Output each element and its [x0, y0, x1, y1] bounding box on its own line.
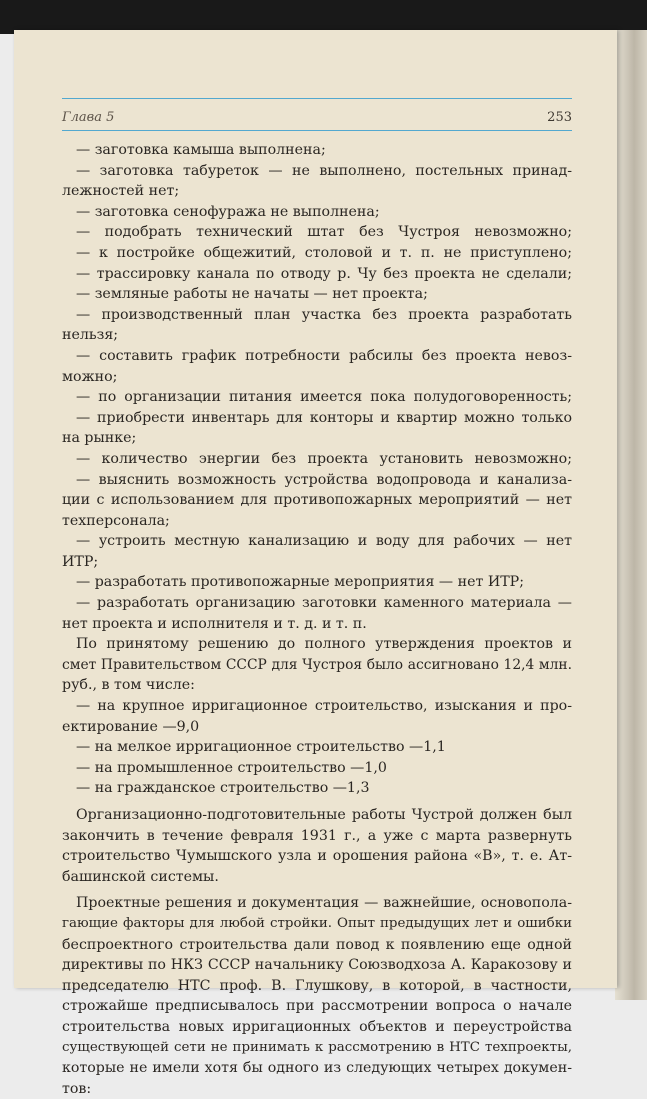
scan-dark-border: [0, 0, 647, 34]
text-line: смет Правительством СССР для Чустроя было ассигновано 12,4 млн.: [62, 656, 572, 673]
text-line: которые не имели хотя бы одного из следующих четырех докумен-: [62, 1060, 572, 1077]
text-line: нельзя;: [62, 327, 119, 344]
text-line: тов:: [62, 1080, 92, 1097]
text-line: — производственный план участка без проекта разработать: [76, 306, 572, 323]
text-line: — на гражданское строительство —1,3: [76, 780, 370, 797]
text-line: — к постройке общежитий, столовой и т. п. не приступлено;: [76, 244, 572, 261]
text-line: — количество энергии без проекта установить невозможно;: [76, 450, 572, 467]
text-line: беспроектного строительства дали повод к появлению еще одной: [62, 936, 572, 953]
text-line: техперсонала;: [62, 512, 170, 529]
text-line: — разработать организацию заготовки каменного материала —: [76, 595, 572, 612]
body-text: [62, 140, 572, 1099]
text-line: — трассировку канала по отводу р. Чу без проекта не сделали;: [76, 265, 572, 282]
header-rule-top: [62, 98, 572, 99]
text-line: нет проекта и исполнителя и т. д. и т. п.: [62, 615, 367, 632]
book-page: [14, 30, 617, 1097]
text-line: — земляные работы не начаты — нет проекта;: [76, 286, 428, 303]
text-line: — на промышленное строительство —1,0: [76, 759, 387, 776]
text-line: ИТР;: [62, 553, 99, 570]
text-line: — составить график потребности рабсилы без проекта невоз-: [76, 347, 572, 364]
text-line: — заготовка камыша выполнена;: [76, 142, 326, 158]
text-line: — на мелкое ирригационное строительство —1,1: [76, 739, 446, 756]
header-rule-bottom: [62, 130, 572, 131]
running-head: Глава 5: [62, 110, 115, 125]
text-line: ектирование —9,0: [62, 718, 200, 735]
text-line: лежностей нет;: [62, 183, 180, 200]
text-line: — приобрести инвентарь для конторы и квартир можно только: [76, 409, 572, 426]
text-line: — выяснить возможность устройства водопровода и канализа-: [76, 471, 572, 488]
text-line: руб., в том числе:: [62, 677, 195, 694]
text-line: можно;: [62, 368, 118, 385]
text-line: Проектные решения и документация — важнейшие, основопола-: [76, 895, 572, 912]
text-line: — подобрать технический штат без Чустроя невозможно;: [76, 224, 572, 241]
text-line: башинской системы.: [62, 868, 219, 885]
page-number: 253: [547, 110, 572, 125]
text-line: — устроить местную канализацию и воду для рабочих — нет: [76, 533, 572, 550]
text-line: — по организации питания имеется пока полудоговоренность;: [76, 389, 572, 406]
text-line: строительства новых ирригационных объектов и переустройства: [62, 1018, 572, 1035]
text-line: — разработать противопожарные мероприятия — нет ИТР;: [76, 574, 524, 591]
text-line: существующей сети не принимать к рассмотрению в НТС техпроекты,: [62, 1039, 572, 1055]
text-line: ции с использованием для противопожарных мероприятий — нет: [62, 492, 572, 509]
text-line: По принятому решению до полного утверждения проектов и: [76, 636, 572, 653]
text-line: Организационно-подготовительные работы Чустрой должен был: [76, 807, 572, 823]
text-line: председателю НТС проф. В. Глушкову, в которой, в частности,: [62, 977, 572, 994]
text-line: на рынке;: [62, 430, 137, 447]
text-line: строжайше предписывалось при рассмотрении вопроса о начале: [62, 998, 572, 1015]
text-line: строительство Чумышского узла и орошения района «В», т. е. Ат-: [62, 848, 572, 865]
book-spine-edge: [615, 30, 647, 1000]
text-line: закончить в течение февраля 1931 г., а уже с марта развернуть: [62, 827, 572, 844]
text-line: — заготовка сенофуража не выполнена;: [76, 203, 380, 220]
text-line: гающие факторы для любой стройки. Опыт предыдущих лет и ошибки: [62, 915, 572, 931]
text-line: — заготовка табуреток — не выполнено, постельных принад-: [76, 162, 572, 179]
text-line: — на крупное ирригационное строительство, изыскания и про-: [76, 698, 572, 715]
text-line: директивы по НКЗ СССР начальнику Союзводхоза А. Каракозову и: [62, 957, 572, 974]
